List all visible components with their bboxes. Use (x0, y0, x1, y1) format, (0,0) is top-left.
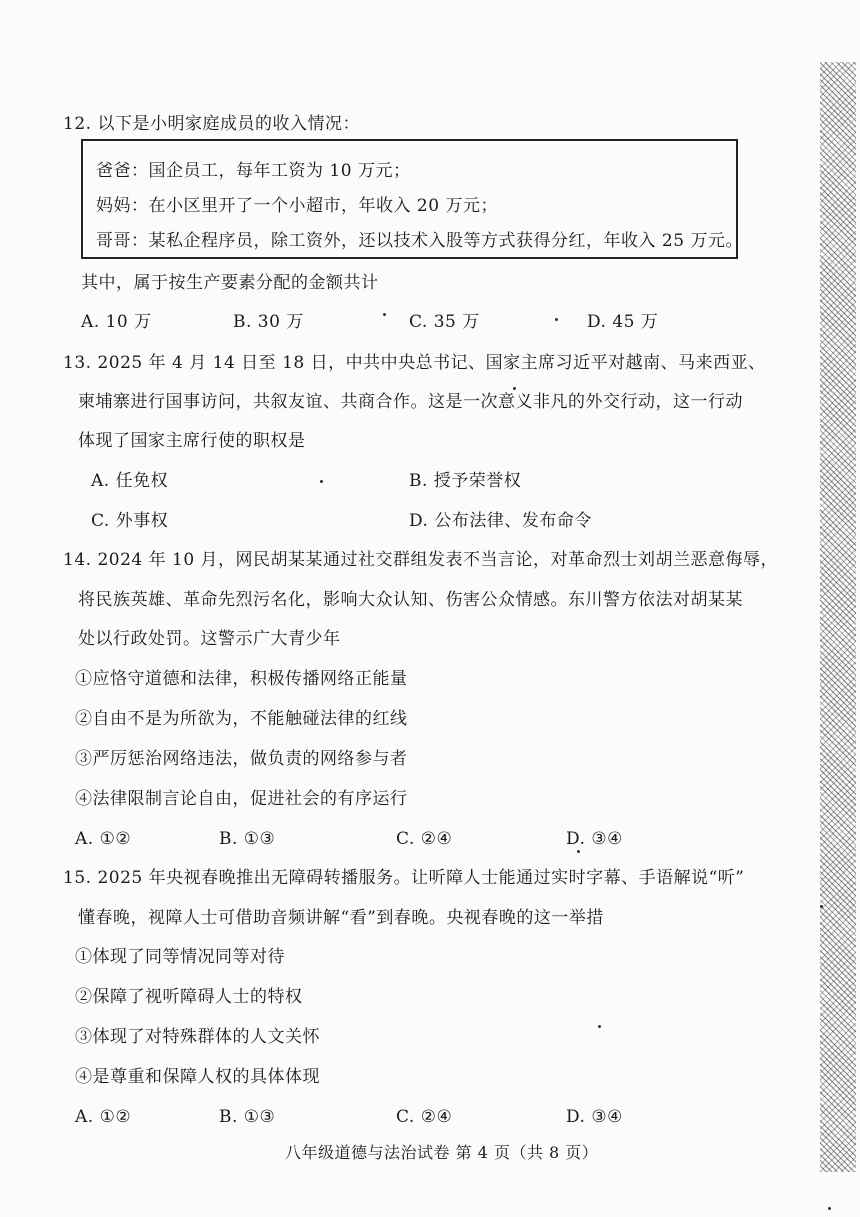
q14-line: 14. 2024 年 10 月，网民胡某某通过社交群组发表不当言论，对革命烈士刘胡兰恶意侮辱， (63, 550, 779, 570)
q15-line: 15. 2025 年央视春晚推出无障碍转播服务。让听障人士能通过实时字幕、手语解说“听” (63, 868, 745, 888)
q12-box-line: 爸爸：国企员工，每年工资为 10 万元； (96, 161, 411, 181)
scan-speck (320, 480, 323, 483)
q12-option-a: A. 10 万 (81, 312, 152, 332)
page-footer: 八年级道德与法治试卷 第 4 页（共 8 页） (285, 1143, 599, 1162)
q15-option-b: B. ①③ (219, 1107, 276, 1127)
q15-option-c: C. ②④ (396, 1107, 453, 1127)
q12-option-d: D. 45 万 (587, 312, 659, 332)
q14-statement: ④法律限制言论自由，促进社会的有序运行 (75, 789, 408, 809)
q12-box-line: 妈妈：在小区里开了一个小超市，年收入 20 万元； (96, 196, 498, 216)
q13-option-c: C. 外事权 (91, 511, 169, 531)
q13-option-a: A. 任免权 (91, 471, 169, 491)
scan-speck (820, 905, 823, 908)
q13-line: 13. 2025 年 4 月 14 日至 18 日，中共中央总书记、国家主席习近平对越南、马来西亚、 (63, 353, 766, 373)
q12-stem: 12. 以下是小明家庭成员的收入情况： (63, 114, 360, 134)
q14-statement: ③严厉惩治网络违法，做负责的网络参与者 (75, 749, 408, 769)
scan-speck (383, 313, 386, 316)
q13-line: 体现了国家主席行使的职权是 (78, 431, 306, 451)
q15-statement: ③体现了对特殊群体的人文关怀 (75, 1027, 320, 1047)
scan-speck (598, 1025, 601, 1028)
binding-edge-pattern (820, 62, 856, 1172)
q15-option-a: A. ①② (75, 1107, 132, 1127)
q12-option-c: C. 35 万 (409, 312, 480, 332)
q14-statement: ②自由不是为所欲为，不能触碰法律的红线 (75, 709, 408, 729)
q14-option-d: D. ③④ (566, 829, 623, 849)
q12-box-line: 哥哥：某私企程序员，除工资外，还以技术入股等方式获得分红，年收入 25 万元。 (96, 231, 743, 251)
q15-statement: ②保障了视听障碍人士的特权 (75, 987, 303, 1007)
q15-option-d: D. ③④ (566, 1107, 623, 1127)
q14-line: 处以行政处罚。这警示广大青少年 (78, 629, 341, 649)
scan-speck (828, 1207, 831, 1210)
q12-option-b: B. 30 万 (233, 312, 304, 332)
q15-statement: ①体现了同等情况同等对待 (75, 947, 285, 967)
q15-line: 懂春晚，视障人士可借助音频讲解“看”到春晚。央视春晚的这一举措 (78, 908, 604, 928)
q13-line: 柬埔寨进行国事访问，共叙友谊、共商合作。这是一次意义非凡的外交行动，这一行动 (78, 392, 743, 412)
scan-speck (513, 387, 516, 390)
q12-question: 其中，属于按生产要素分配的金额共计 (81, 273, 379, 293)
q14-statement: ①应恪守道德和法律，积极传播网络正能量 (75, 669, 408, 689)
q14-line: 将民族英雄、革命先烈污名化，影响大众认知、伤害公众情感。东川警方依法对胡某某 (78, 590, 743, 610)
q14-option-a: A. ①② (75, 829, 132, 849)
q15-statement: ④是尊重和保障人权的具体体现 (75, 1067, 320, 1087)
scan-speck (577, 850, 580, 853)
q14-option-c: C. ②④ (396, 829, 453, 849)
q13-option-b: B. 授予荣誉权 (409, 471, 522, 491)
scan-speck (555, 318, 558, 321)
q14-option-b: B. ①③ (219, 829, 276, 849)
q13-option-d: D. 公布法律、发布命令 (409, 511, 592, 531)
